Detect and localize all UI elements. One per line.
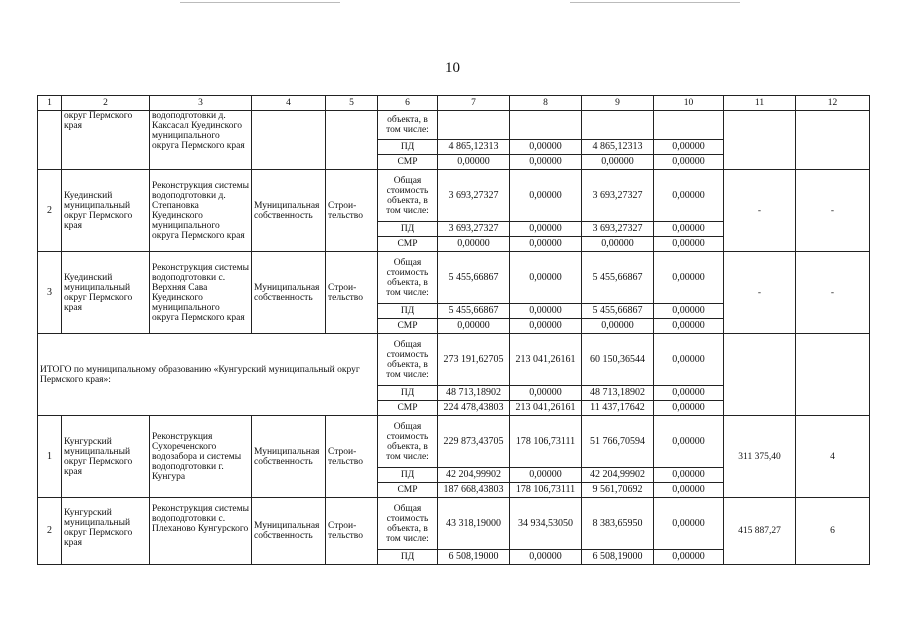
value-cell: 5 455,66867	[438, 252, 510, 304]
value-cell	[724, 111, 796, 170]
value-cell: 0,00000	[654, 170, 724, 222]
page-number: 10	[445, 60, 460, 76]
value-cell: 0,00000	[438, 155, 510, 170]
value-cell: 0,00000	[582, 319, 654, 334]
municipality-cell: Куединский муниципальный округ Пермского края	[62, 252, 150, 334]
value-cell: 4 865,12313	[582, 140, 654, 155]
value-cell: 0,00000	[510, 386, 582, 401]
object-name-cell: Реконструкция системы водоподготовки с. Плеханово Кунгурского	[150, 498, 252, 565]
ownership-cell: Муниципальная собственность	[252, 498, 326, 565]
smr-label: СМР	[378, 237, 438, 252]
value-cell: 0,00000	[510, 468, 582, 483]
value-cell: 0,00000	[438, 237, 510, 252]
value-cell: -	[724, 252, 796, 334]
value-cell: 224 478,43803	[438, 401, 510, 416]
header-cell: 1	[38, 96, 62, 111]
table-row	[38, 498, 870, 550]
value-cell: 0,00000	[654, 386, 724, 401]
value-cell: 4 865,12313	[438, 140, 510, 155]
header-cell: 4	[252, 96, 326, 111]
value-cell: 0,00000	[510, 237, 582, 252]
value-cell	[796, 111, 870, 170]
value-cell	[796, 334, 870, 416]
value-cell: 178 106,73111	[510, 416, 582, 468]
header-cell: 10	[654, 96, 724, 111]
work-type-cell: Строи-тельство	[326, 498, 378, 565]
value-cell: 3 693,27327	[438, 170, 510, 222]
value-cell: 5 455,66867	[582, 304, 654, 319]
work-type-cell: Строи-тельство	[326, 416, 378, 498]
value-cell: 0,00000	[654, 334, 724, 386]
value-cell: 0,00000	[510, 550, 582, 565]
value-cell	[582, 111, 654, 140]
value-cell: 0,00000	[510, 155, 582, 170]
top-border-line-left	[180, 2, 340, 3]
value-cell: 0,00000	[654, 237, 724, 252]
smr-label: СМР	[378, 483, 438, 498]
value-cell: 5 455,66867	[582, 252, 654, 304]
value-cell: 0,00000	[654, 140, 724, 155]
value-cell: 0,00000	[654, 252, 724, 304]
value-cell: 0,00000	[582, 237, 654, 252]
value-cell: 3 693,27327	[582, 170, 654, 222]
top-border-line-right	[570, 2, 740, 3]
value-cell	[724, 334, 796, 416]
header-cell: 8	[510, 96, 582, 111]
cost-label-cell: Общая стоимость объекта, в том числе:	[378, 498, 438, 550]
value-cell: 4	[796, 416, 870, 498]
cost-label-cell: Общая стоимость объекта, в том числе:	[378, 252, 438, 304]
value-cell: 42 204,99902	[438, 468, 510, 483]
table-row	[38, 416, 870, 468]
value-cell: 8 383,65950	[582, 498, 654, 550]
value-cell: 6 508,19000	[438, 550, 510, 565]
municipality-cell: Кунгурский муниципальный округ Пермского края	[62, 416, 150, 498]
value-cell: 0,00000	[654, 416, 724, 468]
pd-label: ПД	[378, 550, 438, 565]
header-cell: 2	[62, 96, 150, 111]
value-cell: 60 150,36544	[582, 334, 654, 386]
header-cell: 9	[582, 96, 654, 111]
pd-label: ПД	[378, 386, 438, 401]
row-number-cell: 2	[38, 498, 62, 565]
header-cell: 3	[150, 96, 252, 111]
smr-label: СМР	[378, 319, 438, 334]
value-cell: 213 041,26161	[510, 401, 582, 416]
smr-label: СМР	[378, 155, 438, 170]
pd-label: ПД	[378, 304, 438, 319]
municipality-cell: Кунгурский муниципальный округ Пермского края	[62, 498, 150, 565]
header-cell: 12	[796, 96, 870, 111]
object-name-cell: Реконструкция системы водоподготовки д. Степановка Куединского муниципального округа Пермского края	[150, 170, 252, 252]
value-cell: 0,00000	[510, 304, 582, 319]
value-cell: 0,00000	[510, 170, 582, 222]
work-type-cell	[326, 111, 378, 170]
ownership-cell: Муниципальная собственность	[252, 252, 326, 334]
value-cell: 48 713,18902	[582, 386, 654, 401]
value-cell: 0,00000	[510, 222, 582, 237]
value-cell	[654, 111, 724, 140]
header-cell: 5	[326, 96, 378, 111]
value-cell: 0,00000	[654, 468, 724, 483]
value-cell: 187 668,43803	[438, 483, 510, 498]
value-cell: 273 191,62705	[438, 334, 510, 386]
municipality-cell: округ Пермского края	[62, 111, 150, 170]
value-cell: 11 437,17642	[582, 401, 654, 416]
table-row	[38, 170, 870, 222]
cost-label-cell: объекта, в том числе:	[378, 111, 438, 140]
value-cell: 178 106,73111	[510, 483, 582, 498]
ownership-cell	[252, 111, 326, 170]
ownership-cell: Муниципальная собственность	[252, 170, 326, 252]
value-cell: 34 934,53050	[510, 498, 582, 550]
value-cell	[510, 111, 582, 140]
value-cell: 415 887,27	[724, 498, 796, 565]
smr-label: СМР	[378, 401, 438, 416]
cost-label-cell: Общая стоимость объекта, в том числе:	[378, 170, 438, 222]
ownership-cell: Муниципальная собственность	[252, 416, 326, 498]
value-cell: 0,00000	[510, 140, 582, 155]
pd-label: ПД	[378, 140, 438, 155]
value-cell: -	[796, 252, 870, 334]
table-row	[38, 252, 870, 304]
value-cell: 51 766,70594	[582, 416, 654, 468]
cost-label-cell: Общая стоимость объекта, в том числе:	[378, 416, 438, 468]
value-cell: 0,00000	[654, 498, 724, 550]
value-cell: 0,00000	[654, 222, 724, 237]
value-cell: 213 041,26161	[510, 334, 582, 386]
value-cell: -	[796, 170, 870, 252]
value-cell: 3 693,27327	[582, 222, 654, 237]
row-number-cell: 2	[38, 170, 62, 252]
cost-label-cell: Общая стоимость объекта, в том числе:	[378, 334, 438, 386]
work-type-cell: Строи-тельство	[326, 170, 378, 252]
value-cell	[438, 111, 510, 140]
value-cell: 0,00000	[438, 319, 510, 334]
value-cell: 0,00000	[654, 550, 724, 565]
value-cell: 0,00000	[510, 319, 582, 334]
row-number-cell: 3	[38, 252, 62, 334]
header-cell: 7	[438, 96, 510, 111]
value-cell: 48 713,18902	[438, 386, 510, 401]
value-cell: 0,00000	[582, 155, 654, 170]
header-row	[38, 96, 870, 111]
value-cell: 311 375,40	[724, 416, 796, 498]
row-number-cell	[38, 111, 62, 170]
total-row	[38, 334, 870, 386]
value-cell: 5 455,66867	[438, 304, 510, 319]
header-cell: 6	[378, 96, 438, 111]
work-type-cell: Строи-тельство	[326, 252, 378, 334]
value-cell: 0,00000	[654, 319, 724, 334]
value-cell: 0,00000	[654, 304, 724, 319]
value-cell: 6 508,19000	[582, 550, 654, 565]
table-row	[38, 111, 870, 140]
value-cell: 43 318,19000	[438, 498, 510, 550]
header-cell: 11	[724, 96, 796, 111]
value-cell: 42 204,99902	[582, 468, 654, 483]
value-cell: 0,00000	[510, 252, 582, 304]
value-cell: 0,00000	[654, 483, 724, 498]
value-cell: 3 693,27327	[438, 222, 510, 237]
object-name-cell: Реконструкция Сухореченского водозабора и системы водоподготовки г. Кунгура	[150, 416, 252, 498]
value-cell: 9 561,70692	[582, 483, 654, 498]
row-number-cell: 1	[38, 416, 62, 498]
value-cell: -	[724, 170, 796, 252]
pd-label: ПД	[378, 468, 438, 483]
object-name-cell: водоподготовки д. Каксасал Куединского муниципального округа Пермского края	[150, 111, 252, 170]
municipality-cell: Куединский муниципальный округ Пермского края	[62, 170, 150, 252]
total-label-cell: ИТОГО по муниципальному образованию «Кунгурский муниципальный округ Пермского края»:	[38, 334, 378, 416]
value-cell: 6	[796, 498, 870, 565]
value-cell: 229 873,43705	[438, 416, 510, 468]
value-cell: 0,00000	[654, 401, 724, 416]
object-name-cell: Реконструкция системы водоподготовки с. Верхняя Сава Куединского муниципального округа Пермского края	[150, 252, 252, 334]
pd-label: ПД	[378, 222, 438, 237]
value-cell: 0,00000	[654, 155, 724, 170]
investment-table	[37, 95, 870, 565]
